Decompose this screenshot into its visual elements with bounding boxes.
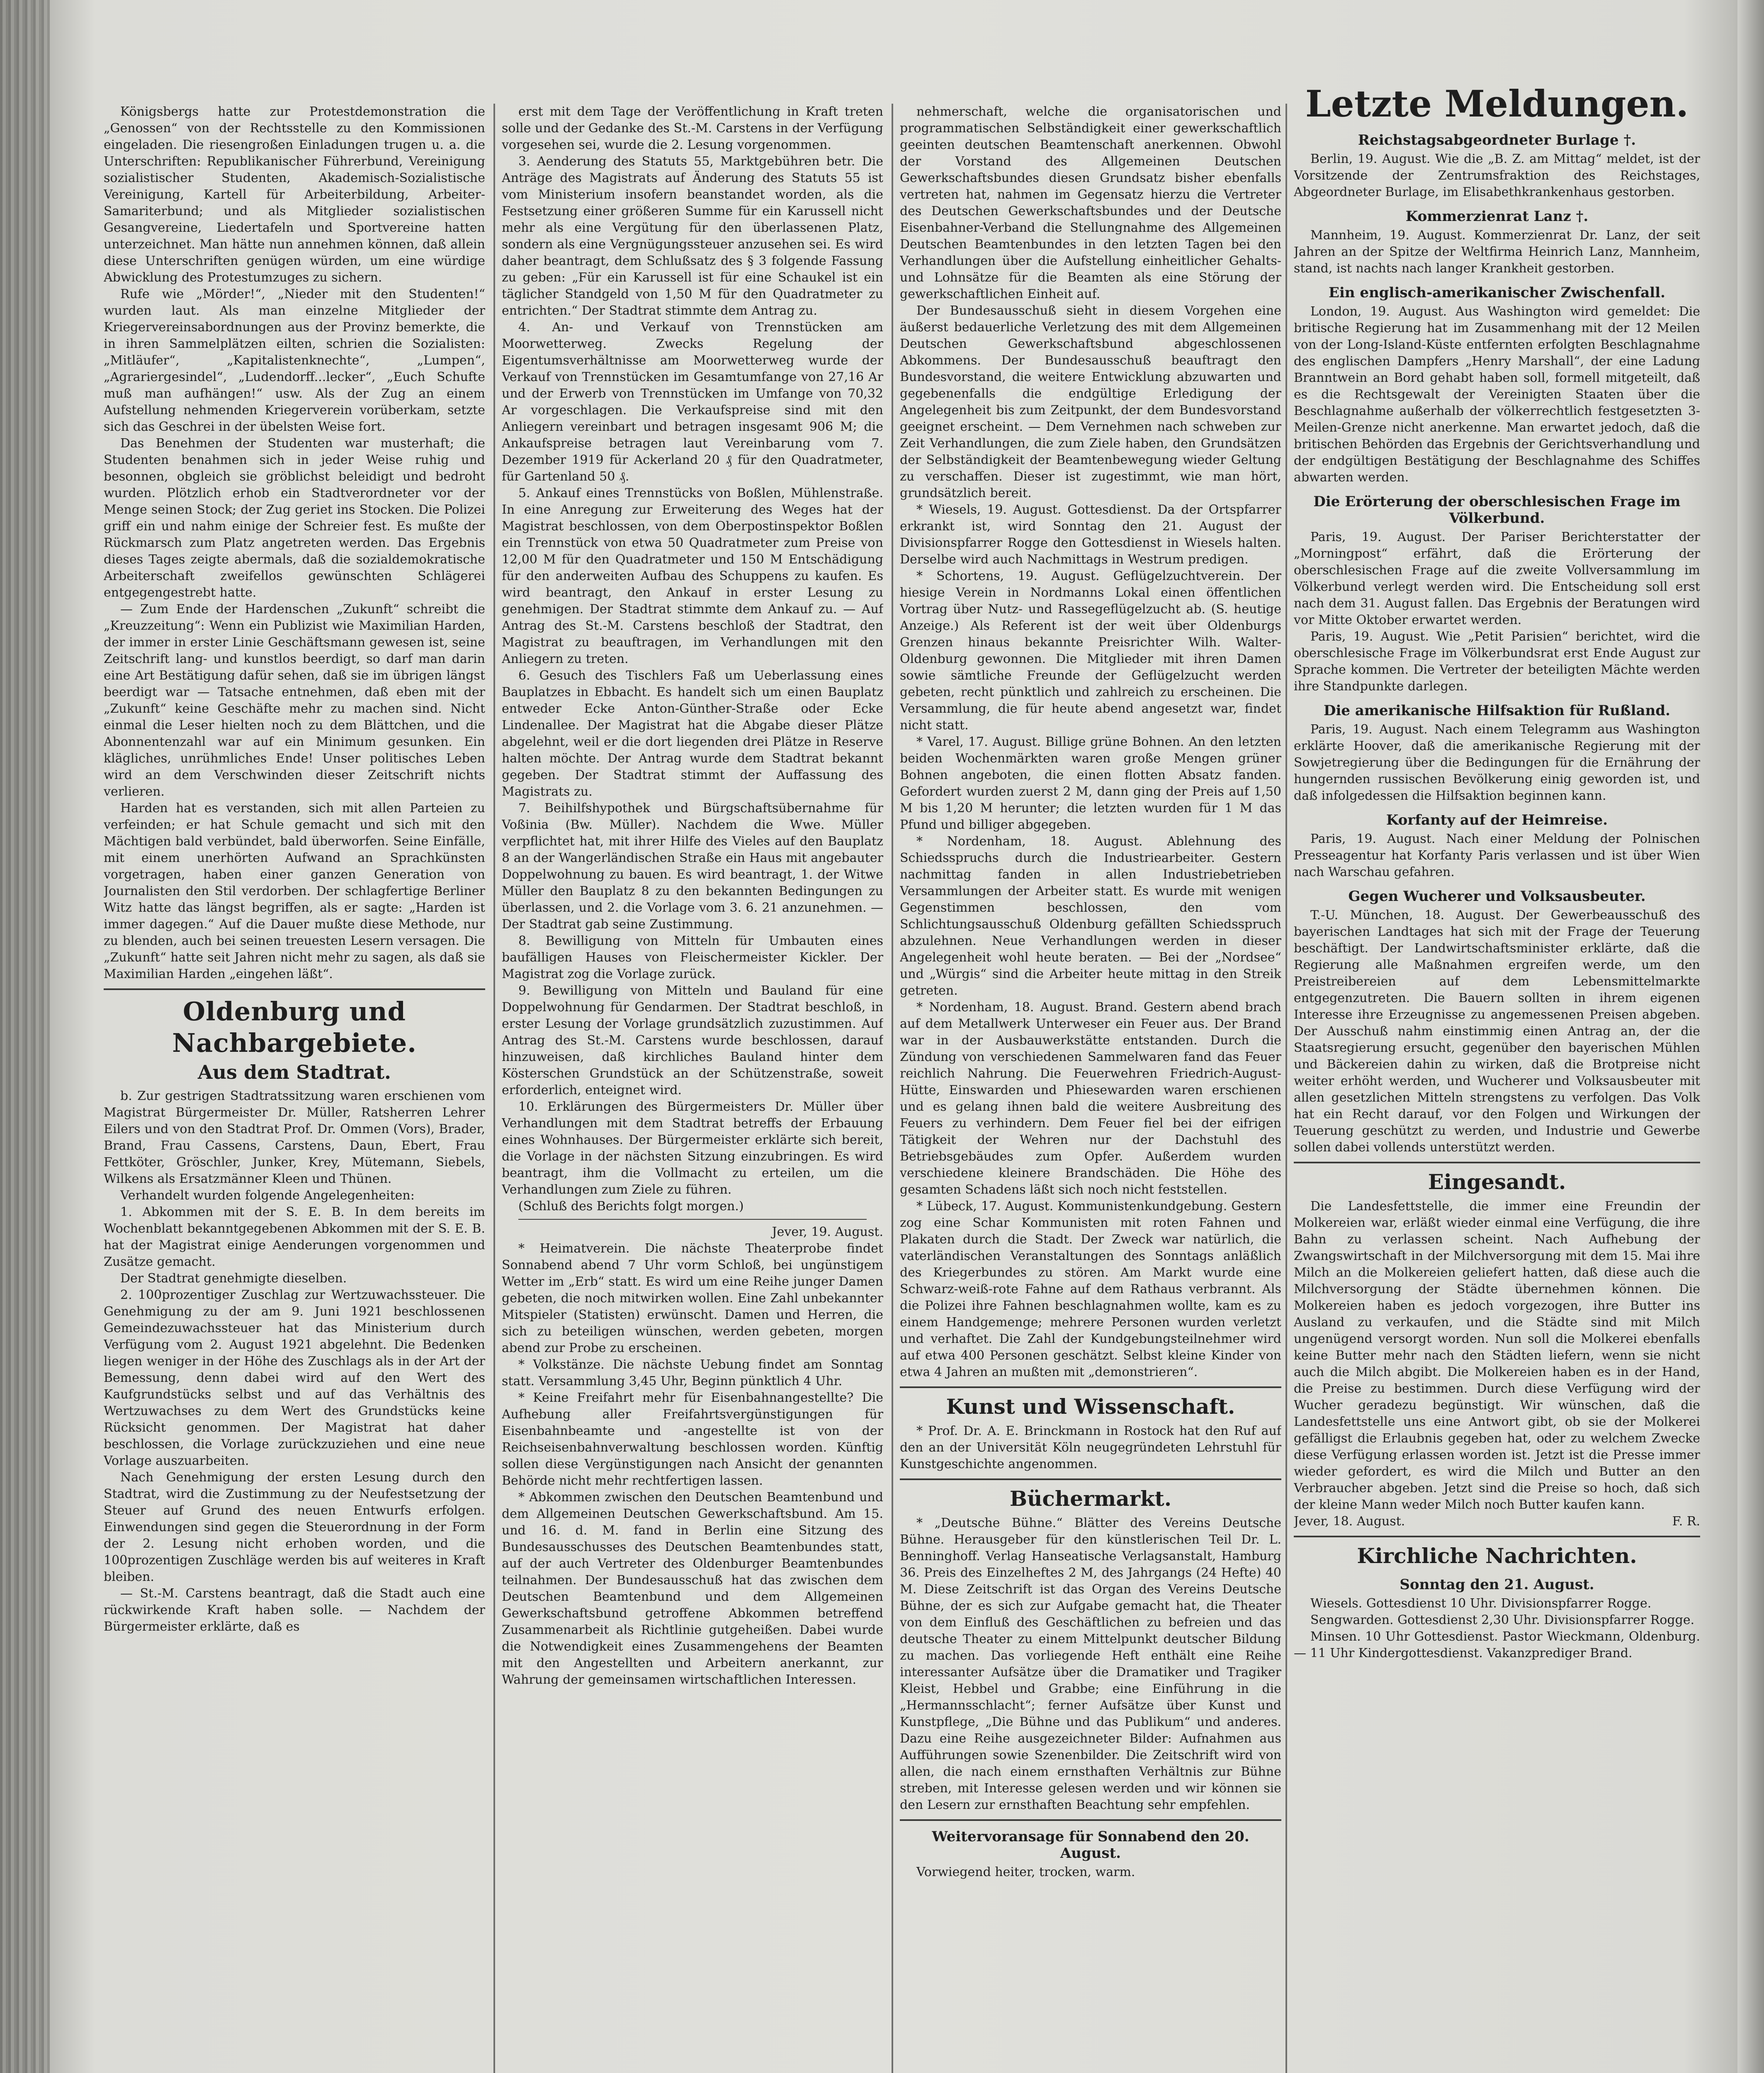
- latest-news-headline: Die amerikanische Hilfsaktion für Rußland.: [1324, 702, 1670, 719]
- church-line: Minsen. 10 Uhr Gottesdienst. Pastor Wieckmann, Oldenburg. — 11 Uhr Kindergottesdienst. Vakanzprediger Brand.: [1294, 1629, 1700, 1660]
- latest-news-text: Paris, 19. August. Der Pariser Berichterstatter der „Morningpost“ erfährt, daß die Erörterung der oberschlesischen Frage auf die zweite Vollversammlung im Völkerbund verlegt werden wird. Die Entscheidung soll erst nach dem 31. August fallen. Das Ergebnis der Beratungen wird vor Mitte Oktober erwartet werden.: [1294, 530, 1700, 627]
- column-rule: [493, 104, 495, 2073]
- page-binding-edge: [0, 0, 50, 2073]
- stadtrat-paragraph: 9. Bewilligung von Mitteln und Bauland für eine Doppelwohnung für Gendarmen. Der Stadtrat beschloß, in erster Lesung der Vorlage grundsätzlich zuzustimmen. Auf Antrag des St.-M. Carstens wurde beschlossen, darauf hinzuweisen, daß kirchliches Bauland hinter dem Kösterschen Grundstück an der Schützenstraße, soweit erforderlich, enteignet wird.: [502, 983, 883, 1097]
- stadtrat-paragraph: 5. Ankauf eines Trennstücks von Boßlen, Mühlenstraße. In eine Anregung zur Erweiterung des Weges hat der Magistrat beschlossen, von dem Oberpostinspektor Boßlen ein Trennstück von etwa 50 Quadratmeter zum Preise von 12,00 M für den Quadratmeter und 150 M Entschädigung für den anderweiten Aufbau des Schuppens zu kaufen. Es wird beantragt, den Ankauf in erster Lesung zu genehmigen. Der Stadtrat stimmte dem Ankauf zu. — Auf Antrag des St.-M. Carstens beschloß der Stadtrat, den Magistrat zu beauftragen, im Verhandlungen mit den Anliegern zu treten.: [502, 486, 883, 666]
- section-title-oldenburg: Oldenburg und Nachbargebiete.: [172, 996, 417, 1058]
- local-news-paragraph: * Nordenham, 18. August. Brand. Gestern abend brach auf dem Metallwerk Unterweser ein Feuer aus. Der Brand war in der Ausbauwerkstätte entstanden. Durch die Zündung von verschiedenen Sammelwaren fand das Feuer reichlich Nahrung. Die Feuerwehren Friedrich-August-Hütte, Einswarden und Phiesewarden waren erschienen und es gelang ihnen bald die weitere Ausbreitung des Feuers zu verhindern. Dem Feuer fiel bei der eifrigen Tätigkeit der Wehren nur der Dachstuhl des Betriebsgebäudes zum Opfer. Außerdem wurden verschiedene kleinere Brandschäden. Die Höhe des gesamten Schadens läßt sich noch nicht feststellen.: [900, 1000, 1281, 1197]
- latest-news-text: London, 19. August. Aus Washington wird gemeldet: Die britische Regierung hat im Zusammenhang mit der 12 Meilen von der Long-Island-Küste entfernten erfolgten Beschlagnahme des englischen Dampfers „Henry Marshall“, der eine Ladung Branntwein an Bord gehabt haben soll, formell mitgeteilt, daß es die Rechtsgewalt der Vereinigten Staaten über die Beschlagnahme außerhalb der völkerrechtlich festgesetzten 3-Meilen-Grenze nicht anerkenne. Man erwartet jedoch, daß die britischen Behörden das Ergebnis der Gerichtsverhandlung und der endgültigen Bestätigung der Beschlagnahme des Schiffes abwarten werden.: [1294, 304, 1700, 485]
- stadtrat-paragraph: 8. Bewilligung von Mitteln für Umbauten eines baufälligen Hauses von Fleischermeister Kickler. Der Magistrat zog die Vorlage zurück.: [502, 934, 883, 981]
- latest-news-text: Paris, 19. August. Wie „Petit Parisien“ berichtet, wird die oberschlesische Frage im Völkerbundsrat erst Ende August zur Sprache kommen. Die Vertreter der beteiligten Mächte werden ihre Standpunkte darlegen.: [1294, 629, 1700, 694]
- jever-paragraph: * Volkstänze. Die nächste Uebung findet am Sonntag statt. Versammlung 3,45 Uhr, Beginn pünktlich 4 Uhr.: [502, 1357, 883, 1388]
- section-divider: [900, 1819, 1281, 1821]
- stadtrat-paragraph: Verhandelt wurden folgende Angelegenheiten:: [120, 1188, 415, 1203]
- kunst-paragraph: * Prof. Dr. A. E. Brinckmann in Rostock hat den Ruf auf den an der Universität Köln neugegründeten Lehrstuhl für Kunstgeschichte angenommen.: [900, 1424, 1281, 1471]
- page-right-edge: [1737, 0, 1764, 2073]
- section-divider: [900, 1386, 1281, 1388]
- church-line: Wiesels. Gottesdienst 10 Uhr. Divisionspfarrer Rogge.: [1310, 1596, 1652, 1611]
- jever-paragraph: * Abkommen zwischen den Deutschen Beamtenbund und dem Allgemeinen Deutschen Gewerkschaftsbund. Am 15. und 16. d. M. fand in Berlin eine Sitzung des Bundesausschusses des Deutschen Beamtenbundes statt, auf der auch Vertreter des Oldenburger Beamtenbundes teilnahmen. Der Bundesausschuß hat das zwischen dem Deutschen Beamtenbund und dem Allgemeinen Gewerkschaftsbund getroffene Abkommen betreffend Zusammenarbeit als Richtlinie gutgeheißen. Dabei wurde die Notwendigkeit eines Zusammengehens der Beamten mit den Angestellten und Arbeitern anerkannt, zur Wahrung der gemeinsamen wirtschaftlichen Interessen.: [502, 1490, 883, 1687]
- section-title-letzte-meldungen: Letzte Meldungen.: [1305, 83, 1689, 125]
- stadtrat-paragraph: 4. An- und Verkauf von Trennstücken am Moorwetterweg. Zwecks Regelung der Eigentumsverhältnisse am Moorwetterweg wurde der Verkauf von Trennstücken im Gesamtumfange von 27,16 Ar und der Erwerb von Trennstücken im Umfange von 70,32 Ar vorgeschlagen. Die Verkaufspreise sind mit den Anliegern vereinbart und betragen insgesamt 906 M; die Ankaufspreise betragen laut Vereinbarung vom 7. Dezember 1919 für Ackerland 20 ₰ für den Quadratmeter, für Gartenland 50 ₰.: [502, 320, 883, 484]
- stadtrat-paragraph: (Schluß des Berichts folgt morgen.): [518, 1199, 744, 1214]
- article-paragraph: Das Benehmen der Studenten war musterhaft; die Studenten benahmen sich in jeder Weise ruhig und besonnen, obgleich sie gröblichst beleidigt und bedroht wurden. Plötzlich erhob ein Stadtverordneter vor der Menge seinen Stock; der Zug geriet ins Stocken. Die Polizei griff ein und nahm einige der Schreier fest. Es mußte der Rückmarsch zum Platz angetreten werden. Das Ergebnis dieses Tages zeigte abermals, daß die sozialdemokratische Arbeiterschaft zweifellos gewünschten Schlägerei entgegengestrebt hatte.: [104, 436, 485, 600]
- buecher-paragraph: * „Deutsche Bühne.“ Blätter des Vereins Deutsche Bühne. Herausgeber für den künstlerischen Teil Dr. L. Benninghoff. Verlag Hanseatische Verlagsanstalt, Hamburg 36. Preis des Einzelheftes 2 M, des Jahrgangs (24 Hefte) 40 M. Diese Zeitschrift ist das Organ des Vereins Deutsche Bühne, der es sich zur Aufgabe gemacht hat, die Theater von dem Einfluß des Geschäftlichen zu befreien und das deutsche Theater zu einem Mittelpunkt deutscher Bildung zu machen. Das vorliegende Heft enthält eine Reihe interessanter Aufsätze über die Dramatiker und Tragiker Kleist, Hebbel und Grabbe; eine Einführung in die „Hermannsschlacht“; ferner Aufsätze über Kunst und Kunstpflege, „Die Bühne und das Publikum“ und anderes. Dazu eine Reihe ausgezeichneter Bilder: Aufnahmen aus Aufführungen sowie Szenenbilder. Die Zeitschrift wird von allen, die nach einem ernsthaften Verhältnis zur Bühne streben, mit Interesse gelesen werden und wir können sie den Lesern zur ernsthaften Beachtung sehr empfehlen.: [900, 1516, 1281, 1812]
- section-title-eingesandt: Eingesandt.: [1428, 1170, 1566, 1194]
- col2-articles: [502, 104, 883, 1215]
- jever-news: [502, 1240, 883, 1688]
- stadtrat-paragraph: 7. Beihilfshypothek und Bürgschaftsübernahme für Voßinia (Bw. Müller). Nachdem die Wwe. Müller verpflichtet hat, mit ihrer Hilfe des Vieles auf den Bauplatz 8 an der Wangerländischen Straße ein Haus mit angebauter Doppelwohnung zu bauen. Es wird beantragt, 1. der Witwe Müller den Bauplatz 8 zu den bekannten Bedingungen zu überlassen, und 2. die Vorlage vom 3. 6. 21 anzunehmen. — Der Stadtrat gab seine Zustimmung.: [502, 801, 883, 932]
- article-paragraph: Harden hat es verstanden, sich mit allen Parteien zu verfeinden; er hat Schule gemacht und sich mit den Mächtigen bald verbündet, bald überworfen. Seine Einfälle, mit einem unerhörten Aufwand an Sprachkünsten vorgetragen, haben einer ganzen Generation von Journalisten den Stil verdorben. Der schlagfertige Berliner Witz hatte das längst begriffen, als er sagte: „Harden ist immer dagegen.“ Auf die Dauer mußte diese Methode, nur zu blenden, auch bei seinen treuesten Lesern versagen. Die „Zukunft“ hatte seit Jahren nicht mehr zu sagen, als daß sie Maximilian Harden „eingehen läßt“.: [104, 801, 485, 981]
- stadtrat-paragraph: 1. Abkommen mit der S. E. B. In dem bereits im Wochenblatt bekanntgegebenen Abkommen mit der S. E. B. hat der Magistrat einige Aenderungen vorgenommen und Zusätze gemacht.: [104, 1205, 485, 1269]
- stadtrat-paragraph: — St.-M. Carstens beantragt, daß die Stadt auch eine rückwirkende Kraft haben solle. — Nachdem der Bürgermeister erklärte, daß es: [104, 1586, 485, 1634]
- jever-paragraph: * Heimatverein. Die nächste Theaterprobe findet Sonnabend abend 7 Uhr vorm Schloß, bei ungünstigem Wetter im „Erb“ statt. Es wird um eine Reihe junger Damen gebeten, die noch mitwirken wollen. Eine Zahl unbekannter Mitspieler (Statisten) erwünscht. Damen und Herren, die sich zu beteiligen wünschen, werden gebeten, morgen abend zur Probe zu erscheinen.: [502, 1241, 883, 1355]
- stadtrat-paragraph: Nach Genehmigung der ersten Lesung durch den Stadtrat, wird die Zustimmung zu der Neufestsetzung der Steuer auf Grund des neuen Entwurfs erfolgen. Einwendungen sind gegen die Steuerordnung in der Form der 2. Lesung nicht erhoben worden, und die 100prozentigen Zuschläge werden bis auf weiteres in Kraft bleiben.: [104, 1470, 485, 1584]
- local-news-paragraph: * Lübeck, 17. August. Kommunistenkundgebung. Gestern zog eine Schar Kommunisten mit roten Fahnen und Plakaten durch die Stadt. Der Zweck war natürlich, die vaterländischen Veranstaltungen des Sonntags anläßlich des Kriegerbundes zu stören. Am Markt wurde eine Schwarz-weiß-rote Fahne auf dem Rathaus verbrannt. Als die Polizei ihre Fahnen beschlagnahmen wollte, kam es zu einem Handgemenge; mehrere Personen wurden verletzt und verhaftet. Die Zahl der Kundgebungsteilnehmer wird auf etwa 400 Personen geschätzt. Selbst kleine Kinder von etwa 4 Jahren an mußten mit „demonstrieren“.: [900, 1199, 1281, 1379]
- eingesandt-text: Die Landesfettstelle, die immer eine Freundin der Molkereien war, erläßt wieder einmal eine Verfügung, die ihre Bahn zu verlassen scheint. Nach Aufhebung der Zwangswirtschaft in der Milchversorgung mit dem 15. Mai ihre Milch an die Molkereien geliefert hatten, daß diese auch die Milchversorgung der Städte übernehmen können. Die Molkereien haben es jedoch vorgezogen, ihre Butter ins Ausland zu verkaufen, und die Städte sind mit Milch ungenügend versorgt worden. Nun soll die Molkerei ebenfalls keine Butter mehr nach den Städten liefern, wenn sie nicht auch die Milch abgibt. Die Molkereien haben es in der Hand, die Preise zu bestimmen. Durch diese Verfügung wird der Wucher geradezu begünstigt. Wir wünschen, daß die Landesfettstelle uns eine Antwort gibt, ob sie der Molkerei gefälligst die Erlaubnis gegeben hat, oder zu welchem Zwecke diese Verfügung erlassen worden ist. Jetzt ist die Presse immer wieder gefordert, es wird die Milch und Butter an den Verbraucher abgeben. Jetzt sind die Preise so hoch, daß sich der kleine Mann weder Milch noch Butter kaufen kann.: [1294, 1199, 1700, 1512]
- column-rule: [892, 104, 893, 2073]
- latest-news-headline: Reichstagsabgeordneter Burlage †.: [1358, 132, 1636, 148]
- section-divider: [1294, 1536, 1700, 1537]
- latest-news-headline: Kommerzienrat Lanz †.: [1405, 208, 1589, 225]
- stadtrat-paragraph: Der Stadtrat genehmigte dieselben.: [120, 1271, 347, 1286]
- local-news-paragraph: Der Bundesausschuß sieht in diesem Vorgehen eine äußerst bedauerliche Verletzung des mit dem Allgemeinen Deutschen Gewerkschaftsbund abgeschlossenen Abkommens. Der Bundesausschuß beauftragt den Bundesvorstand, die weitere Entwicklung abzuwarten und gegebenenfalls die endgültige Erledigung der Angelegenheit bis zum Zeitpunkt, der dem Bundesvorstand geeignet erscheint. — Dem Vernehmen nach schweben zur Zeit Verhandlungen, die zum Ziele haben, den Grundsätzen der Selbständigkeit der Beamtenbewegung wieder Geltung zu verschaffen. Dieser ist zugestimmt, wie man hört, grundsätzlich bereit.: [900, 303, 1281, 500]
- section-divider: [900, 1478, 1281, 1480]
- section-title-buecher: Büchermarkt.: [1009, 1486, 1172, 1511]
- eingesandt-signature: F. R.: [1672, 1514, 1700, 1529]
- section-title-kunst: Kunst und Wissenschaft.: [946, 1394, 1235, 1419]
- buecher-news: [900, 1515, 1281, 1813]
- latest-news-text: Mannheim, 19. August. Kommerzienrat Dr. Lanz, der seit Jahren an der Spitze der Weltfirma Heinrich Lanz, Mannheim, stand, ist nachts nach langer Krankheit gestorben.: [1294, 228, 1700, 276]
- latest-news-text: Paris, 19. August. Nach einer Meldung der Polnischen Presseagentur hat Korfanty Paris verlassen und ist über Wien nach Warschau gefahren.: [1294, 832, 1700, 879]
- section-subtitle-stadtrat: Aus dem Stadtrat.: [197, 1061, 391, 1083]
- article-paragraph: Königsbergs hatte zur Protestdemonstration die „Genossen“ von der Rechtsstelle zu den Kommissionen eingeladen. Die riesengroßen Einladungen trugen u. a. die Unterschriften: Republikanischer Führerbund, Vereinigung sozialistischer Studenten, Akademisch-Sozialistische Vereinigung, Kartell für Arbeiterbildung, Arbeiter-Samariterbund; und als Mitglieder sozialistischen Gesangvereine, Liedertafeln und Sportvereine hatten unterzeichnet. Man hätte nun annehmen können, daß allein diese Unterschriften genügen würden, um eine würdige Abwicklung des Protestumzuges zu sichern.: [104, 104, 485, 285]
- eingesandt-footer: [1294, 1513, 1700, 1530]
- church-list: [1294, 1595, 1700, 1662]
- stadtrat-paragraph: 3. Aenderung des Statuts 55, Marktgebühren betr. Die Anträge des Magistrats auf Änderung des Statuts 55 ist vom Ministerium insofern beanstandet worden, als die Festsetzung einer größeren Summe für ein Karussell nicht mehr als eine Vergütung für den überlassenen Platz, sondern als eine Vergnügungssteuer anzusehen sei. Es wird daher beantragt, dem Schlußsatz des § 3 folgende Fassung zu geben: „Für ein Karussell ist für eine Schaukel ist ein täglicher Standgeld von 1,50 M für den Quadratmeter zu entrichten.“ Der Stadtrat stimmte dem Antrag zu.: [502, 154, 883, 318]
- latest-news-text: T.-U. München, 18. August. Der Gewerbeausschuß des bayerischen Landtages hat sich mit der Frage der Teuerung beschäftigt. Der Landwirtschaftsminister erklärte, daß die Regierung alle Maßnahmen ergreifen werde, um den Preistreibereien auf dem Lebensmittelmarkte entgegenzutreten. Die Bauern sollten in ihrem eigenen Interesse ihre Erzeugnisse zu angemessenen Preisen abgeben. Der Ausschuß nahm einstimmig einen Antrag an, der die Staatsregierung ersucht, gegenüber den bayerischen Mühlen und Bäckereien dahin zu wirken, daß die Brotpreise nicht weiter erhöht werden, und Wucherer und Volksausbeuter mit allen gesetzlichen Mitteln strengstens zu verfolgen. Das Volk hat ein Recht darauf, vor den Folgen und Wirkungen der Teuerung geschützt zu werden, und Industrie und Gewerbe sollen dabei vollends unterstützt werden.: [1294, 908, 1700, 1155]
- stadtrat-paragraph: 10. Erklärungen des Bürgermeisters Dr. Müller über Verhandlungen mit dem Stadtrat betreffs der Erbauung eines Wohnhauses. Der Bürgermeister erklärte sich bereit, die Vorlage in der nächsten Sitzung einzubringen. Es wird beantragt, ihm die Vollmacht zu erteilen, um die Verhandlungen zum Ziele zu führen.: [502, 1100, 883, 1197]
- local-news-paragraph: * Varel, 17. August. Billige grüne Bohnen. An den letzten beiden Wochenmärkten waren große Mengen grüner Bohnen angeboten, die einen flotten Absatz fanden. Gefordert wurden zuerst 2 M, dann ging der Preis auf 1,50 M bis 1,20 M herunter; die letzten wurden für 1 M das Pfund und billiger abgegeben.: [900, 735, 1281, 832]
- local-news-paragraph: * Schortens, 19. August. Geflügelzuchtverein. Der hiesige Verein in Nordmanns Lokal einen öffentlichen Vortrag über Nutz- und Rassegeflügelzucht ab. (S. heutige Anzeige.) Als Referent ist der weit über Oldenburgs Grenzen hinaus bekannte Preisrichter Wilh. Walter-Oldenburg gewonnen. Die Mitglieder mit ihren Damen sowie sämtliche Freunde der Geflügelzucht werden gebeten, recht pünktlich und zahlreich zu erscheinen. Die Versammlung, die für heute abend angesetzt war, findet nicht statt.: [900, 569, 1281, 733]
- stadtrat-report: [104, 1088, 485, 1635]
- church-line: Sengwarden. Gottesdienst 2,30 Uhr. Divisionspfarrer Rogge.: [1310, 1613, 1695, 1627]
- latest-news-headline: Korfanty auf der Heimreise.: [1386, 812, 1608, 828]
- weather-title: Weitervoransage für Sonnabend den 20. August.: [932, 1828, 1249, 1862]
- column-1: [104, 104, 485, 2073]
- eingesandt-dateline: Jever, 18. August.: [1294, 1514, 1405, 1529]
- latest-news-text: Paris, 19. August. Nach einem Telegramm aus Washington erklärte Hoover, daß die amerikanische Regierung mit der Sowjetregierung über die Bedingungen für die Ernährung der hungernden russischen Bevölkerung einig geworden ist, und daß infolgedessen die Hilfsaktion beginnen kann.: [1294, 722, 1700, 803]
- jever-paragraph: * Keine Freifahrt mehr für Eisenbahnangestellte? Die Aufhebung aller Freifahrtsvergünstigungen für Eisenbahnbeamte und -angestellte ist von der Reichseisenbahnverwaltung beschlossen worden. Künftig sollen diese Vergünstigungen nach Ansicht der genannten Behörde nicht mehr rechtfertigen lassen.: [502, 1391, 883, 1488]
- stadtrat-paragraph: 2. 100prozentiger Zuschlag zur Wertzuwachssteuer. Die Genehmigung zu der am 9. Juni 1921 beschlossenen Gemeindezuwachssteuer hat das Ministerium durch Verfügung vom 2. August 1921 abgelehnt. Die Bedenken liegen weniger in der Höhe des Zuschlags als in der Art der Bemessung, denn dabei wird auf den Wert des Kaufgrundstücks selbst und auf das Verhältnis des Wertzuwachses zu dem Wert des Grundstücks keine Rücksicht genommen. Der Magistrat hat daher beschlossen, die Vorlage zurückzuziehen und eine neue Vorlage auszuarbeiten.: [104, 1288, 485, 1468]
- latest-news-headline: Die Erörterung der oberschlesischen Frage im Völkerbund.: [1313, 493, 1681, 527]
- jever-dateline: Jever, 19. August.: [772, 1225, 883, 1239]
- kunst-news: [900, 1423, 1281, 1473]
- article-paragraph: — Zum Ende der Hardenschen „Zukunft“ schreibt die „Kreuzzeitung“: Wenn ein Publizist wie Maximilian Harden, der immer in erster Linie Geschäftsmann gewesen ist, seine Zeitschrift lang- und kunstlos beerdigt, so darf man darin eine Art Bestätigung dafür sehen, daß sie im übrigen längst beerdigt war — Tatsache entnehmen, daß eben mit der „Zukunft“ keine Geschäfte mehr zu machen sind. Nicht einmal die Leser hielten noch zu dem Blättchen, und die Abonnentenzahl war auf ein Minimum gesunken. Ein klägliches, unrühmliches Ende! Unser politisches Leben wird an dem Verschwinden dieser Zeitschrift nichts verlieren.: [104, 602, 485, 799]
- latest-news-list: [1294, 132, 1700, 1156]
- article-paragraph: Rufe wie „Mörder!“, „Nieder mit den Studenten!“ wurden laut. Als man einzelne Mitglieder der Kriegervereinsabordnungen aus der Provinz bemerkte, die in ihren Sammelplätzen eilten, schrien die Sozialisten: „Mitläufer“, „Kapitalistenknechte“, „Lumpen“, „Agrariergesindel“, „Ludendorff...lecker“, „Euch Schufte muß man aufhängen!“ usw. Als der Zug an einem Aufstellung nehmenden Kriegerverein vorüberkam, setzte sich das Geschrei in der übelsten Weise fort.: [104, 287, 485, 434]
- stadtrat-paragraph: 6. Gesuch des Tischlers Faß um Ueberlassung eines Bauplatzes in Ebbacht. Es handelt sich um einen Bauplatz entweder Ecke Anton-Günther-Straße oder Ecke Lindenallee. Der Magistrat hat die Abgabe dieser Plätze abgelehnt, weil er die dort liegenden drei Plätze in Reserve halten möchte. Der Antrag wurde dem Stadtrat bekannt gegeben. Der Stadtrat stimmt der Auffassung des Magistrats zu.: [502, 668, 883, 799]
- kirch-date: Sonntag den 21. August.: [1400, 1576, 1594, 1593]
- stadtrat-paragraph: b. Zur gestrigen Stadtratssitzung waren erschienen vom Magistrat Bürgermeister Dr. Müller, Ratsherren Lehrer Eilers und von den Stadtrat Prof. Dr. Ommen (Vors), Brader, Brand, Frau Cassens, Carstens, Daun, Ebert, Frau Fettköter, Gröschler, Junker, Krey, Mütemann, Siebels, Wilkens als Ersatzmänner Kleen und Thünen.: [104, 1089, 485, 1186]
- divider: [518, 1219, 867, 1220]
- latest-news-headline: Ein englisch-amerikanischer Zwischenfall.: [1329, 284, 1665, 301]
- latest-news-headline: Gegen Wucherer und Volksausbeuter.: [1348, 888, 1646, 905]
- local-news-paragraph: nehmerschaft, welche die organisatorischen und programmatischen Selbständigkeit einer gewerkschaftlich geeinten deutschen Beamtenschaft anerkennen. Obwohl der Vorstand des Allgemeinen Deutschen Gewerkschaftsbundes diesen Grundsatz bisher ebenfalls vertreten hat, nahmen im Gegensatz hierzu die Vertreter des Deutschen Gewerkschaftsbundes und der Deutsche Eisenbahner-Verband die Stellungnahme des Allgemeinen Deutschen Beamtenbundes in den letzten Tagen bei den Verhandlungen über die Aufstellung einheitlicher Gehalts- und Lohnsätze für die Beamten als eine Störung der gewerkschaftlichen Einheit auf.: [900, 104, 1281, 301]
- section-divider: [1294, 1162, 1700, 1163]
- local-news-paragraph: * Nordenham, 18. August. Ablehnung des Schiedsspruchs durch die Industriearbeiter. Gestern nachmittag fanden in allen Industriebetrieben Versammlungen der Arbeiter statt. Es wurde mit wenigen Gegenstimmen beschlossen, den vom Schlichtungsausschuß Oldenburg gefällten Schiedsspruch abzulehnen. Neue Verhandlungen werden in dieser Angelegenheit wohl heute beraten. — Bei der „Nordsee“ und „Würgis“ sind die Arbeiter heute mittag in den Streik getreten.: [900, 834, 1281, 998]
- column-rule: [1285, 104, 1287, 2073]
- column-4: [1294, 83, 1700, 2073]
- col1-articles: [104, 104, 485, 983]
- col3-articles: [900, 104, 1281, 1381]
- column-2: [502, 104, 883, 2073]
- latest-news-text: Berlin, 19. August. Wie die „B. Z. am Mittag“ meldet, ist der Vorsitzende der Zentrumsfraktion des Reichstages, Abgeordneter Burlage, im Elisabethkrankenhaus gestorben.: [1294, 152, 1700, 199]
- weather-text: Vorwiegend heiter, trocken, warm.: [916, 1865, 1135, 1879]
- section-title-kirchliche-nachrichten: Kirchliche Nachrichten.: [1357, 1544, 1637, 1568]
- column-3: [900, 104, 1281, 2073]
- section-divider: [104, 988, 485, 990]
- stadtrat-paragraph: erst mit dem Tage der Veröffentlichung in Kraft treten solle und der Gedanke des St.-M. Carstens in der Verfügung vorgesehen sei, wurde die 2. Lesung vorgenommen.: [502, 104, 883, 152]
- local-news-paragraph: * Wiesels, 19. August. Gottesdienst. Da der Ortspfarrer erkrankt ist, wird Sonntag den 21. August der Divisionspfarrer Rogge den Gottesdienst in Wiesels halten. Derselbe wird auch Nachmittags in Westrum predigen.: [900, 502, 1281, 567]
